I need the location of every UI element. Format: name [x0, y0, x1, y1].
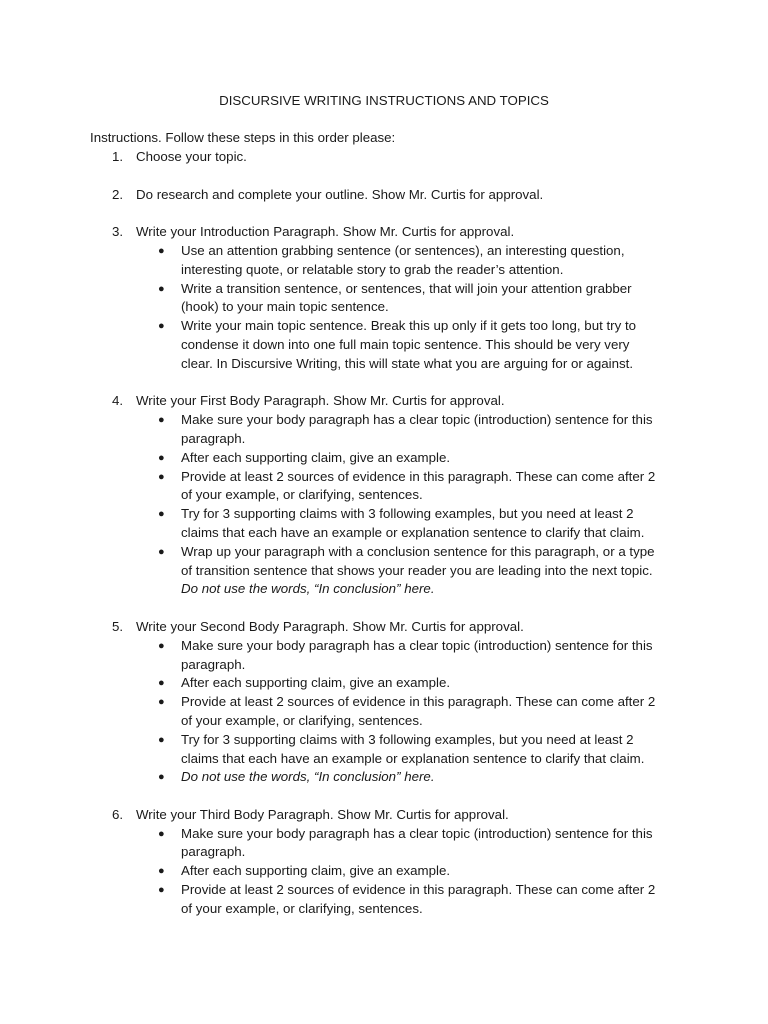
bullet-text-line: Wrap up your paragraph with a conclusion sentence for this paragraph, or a type [181, 543, 655, 559]
bullet-dot-icon: ● [158, 508, 165, 521]
bullet-item [0, 674, 675, 693]
bullet-item [0, 825, 675, 863]
step-item [0, 148, 768, 167]
bullet-text-line: clear. In Discursive Writing, this will state what you are arguing for or against. [181, 355, 634, 371]
bullet-item [0, 693, 675, 731]
bullet-item [0, 280, 675, 318]
bullet-dot-icon: ● [158, 470, 165, 483]
bullet-text-line: of your example, or clarifying, sentences. [181, 712, 423, 728]
bullet-text-line: After each supporting claim, give an example. [181, 449, 451, 465]
bullet-text-line: Try for 3 supporting claims with 3 following examples, but you need at least 2 [181, 506, 634, 522]
bullet-text-line: After each supporting claim, give an example. [181, 675, 451, 691]
bullet-item [0, 881, 675, 919]
bullet-text-line: Write your main topic sentence. Break this up only if it gets too long, but try to [181, 318, 637, 334]
bullet-text-line: Make sure your body paragraph has a clear topic (introduction) sentence for this [181, 637, 653, 653]
bullet-text-line: Write a transition sentence, or sentences, that will join your attention grabber [181, 280, 632, 296]
bullet-list [0, 637, 768, 787]
step-item [0, 223, 768, 373]
bullet-item [0, 242, 675, 280]
bullet-text-line: condense it down into one full main topic sentence. This should be very very [181, 336, 630, 352]
bullet-dot-icon: ● [158, 771, 165, 784]
bullet-item [0, 543, 675, 599]
step-heading [0, 186, 768, 205]
bullet-text-line: paragraph. [181, 656, 246, 672]
bullet-item [0, 317, 675, 373]
step-text: Write your Introduction Paragraph. Show Mr. Curtis for approval. [136, 224, 515, 240]
step-number: 2. [112, 186, 124, 202]
bullet-text-line: interesting quote, or relatable story to grab the reader’s attention. [181, 261, 564, 277]
bullet-dot-icon: ● [158, 865, 165, 878]
bullet-list [0, 411, 768, 599]
step-number: 3. [112, 224, 124, 240]
step-item [0, 186, 768, 205]
step-heading [0, 618, 768, 637]
step-item [0, 618, 768, 787]
steps-list [0, 148, 768, 937]
bullet-item [0, 731, 675, 769]
bullet-text-line: (hook) to your main topic sentence. [181, 299, 389, 315]
bullet-text-line: of your example, or clarifying, sentences. [181, 900, 423, 916]
bullet-item [0, 449, 675, 468]
bullet-item [0, 411, 675, 449]
bullet-dot-icon: ● [158, 827, 165, 840]
bullet-dot-icon: ● [158, 451, 165, 464]
bullet-text-line: Provide at least 2 sources of evidence in this paragraph. These can come after 2 [181, 468, 656, 484]
document-title: DISCURSIVE WRITING INSTRUCTIONS AND TOPICS [219, 93, 549, 108]
step-heading [0, 806, 768, 825]
bullet-dot-icon: ● [158, 884, 165, 897]
bullet-item [0, 468, 675, 506]
bullet-text-line: Provide at least 2 sources of evidence in this paragraph. These can come after 2 [181, 694, 656, 710]
step-heading [0, 223, 768, 242]
bullet-item [0, 505, 675, 543]
bullet-text-line: Make sure your body paragraph has a clear topic (introduction) sentence for this [181, 412, 653, 428]
bullet-dot-icon: ● [158, 414, 165, 427]
step-number: 4. [112, 393, 124, 409]
bullet-text-line: paragraph. [181, 844, 246, 860]
step-text: Write your First Body Paragraph. Show Mr. Curtis for approval. [136, 393, 505, 409]
bullet-dot-icon: ● [158, 696, 165, 709]
bullet-list [0, 242, 768, 374]
bullet-text-line: After each supporting claim, give an example. [181, 863, 451, 879]
bullet-dot-icon: ● [158, 244, 165, 257]
bullet-text-line: Try for 3 supporting claims with 3 following examples, but you need at least 2 [181, 731, 634, 747]
bullet-italic-note: Do not use the words, “In conclusion” here. [181, 581, 435, 597]
bullet-text-line: claims that each have an example or explanation sentence to clarify that claim. [181, 750, 645, 766]
bullet-text-line: Use an attention grabbing sentence (or sentences), an interesting question, [181, 242, 625, 258]
step-text: Choose your topic. [136, 149, 247, 164]
bullet-dot-icon: ● [158, 282, 165, 295]
bullet-dot-icon: ● [158, 320, 165, 333]
bullet-dot-icon: ● [158, 677, 165, 690]
step-number: 5. [112, 618, 124, 634]
bullet-dot-icon: ● [158, 639, 165, 652]
bullet-text-line: paragraph. [181, 430, 246, 446]
bullet-text-line: Provide at least 2 sources of evidence in this paragraph. These can come after 2 [181, 882, 656, 898]
bullet-item [0, 637, 675, 675]
bullet-item [0, 862, 675, 881]
step-number: 6. [112, 806, 124, 822]
step-heading [0, 148, 768, 167]
bullet-text-line: claims that each have an example or explanation sentence to clarify that claim. [181, 524, 645, 540]
step-heading [0, 392, 768, 411]
step-number: 1. [112, 149, 124, 164]
bullet-text-line: Make sure your body paragraph has a clear topic (introduction) sentence for this [181, 825, 653, 841]
bullet-list [0, 825, 768, 919]
instructions-intro: Instructions. Follow these steps in this order please: [90, 130, 396, 145]
step-item [0, 806, 768, 919]
bullet-dot-icon: ● [158, 733, 165, 746]
bullet-dot-icon: ● [158, 545, 165, 558]
step-item [0, 392, 768, 599]
bullet-text-line: of your example, or clarifying, sentences. [181, 487, 423, 503]
step-text: Do research and complete your outline. Show Mr. Curtis for approval. [136, 186, 544, 202]
bullet-italic-note: Do not use the words, “In conclusion” here. [181, 769, 435, 785]
step-text: Write your Third Body Paragraph. Show Mr. Curtis for approval. [136, 806, 509, 822]
bullet-item [0, 768, 675, 787]
bullet-text-line: of transition sentence that shows your reader you are leading into the next topic. [181, 562, 653, 578]
step-text: Write your Second Body Paragraph. Show Mr. Curtis for approval. [136, 618, 524, 634]
